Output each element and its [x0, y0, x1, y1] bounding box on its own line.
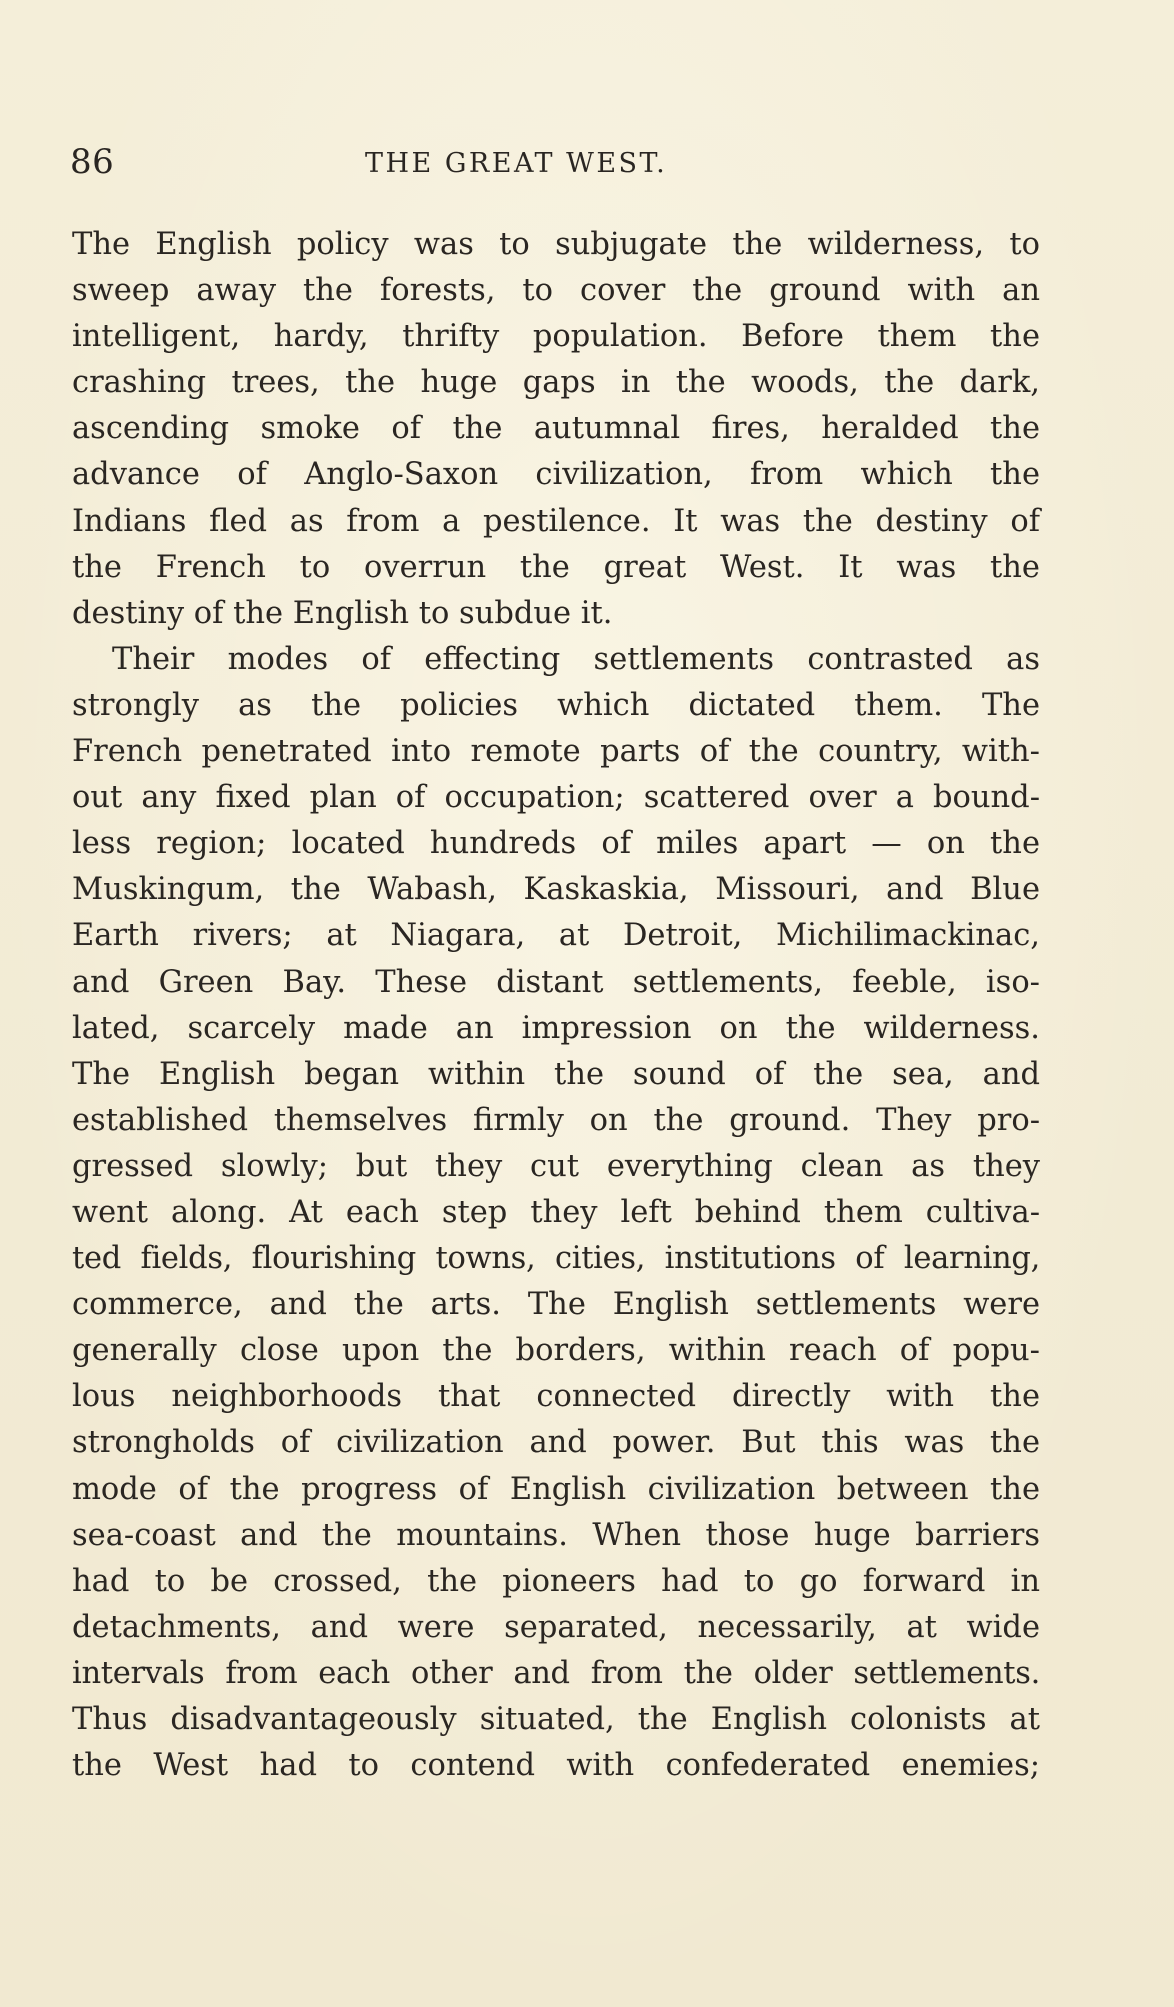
text-line: established themselves firmly on the ground. They pro- — [72, 1102, 1040, 1138]
page-header — [70, 142, 1050, 182]
text-line: The English began within the sound of the sea, and — [72, 1056, 1040, 1092]
page-number: 86 — [70, 142, 115, 182]
text-line: Thus disadvantageously situated, the English colonists at — [72, 1702, 1040, 1737]
text-line: Earth rivers; at Niagara, at Detroit, Michilimackinac, — [72, 918, 1040, 954]
text-line: the West had to contend with confederated enemies; — [72, 1748, 1040, 1784]
paragraph-end-line: destiny of the English to subdue it. — [72, 595, 613, 631]
running-title: THE GREAT WEST. — [365, 148, 668, 179]
text-line: ascending smoke of the autumnal fires, heralded the — [72, 411, 1040, 447]
text-line: French penetrated into remote parts of the country, with- — [72, 734, 1040, 770]
text-line: went along. At each step they left behind them cultiva- — [72, 1194, 1040, 1230]
text-line: mode of the progress of English civilization between the — [72, 1471, 1040, 1507]
text-line: lated, scarcely made an impression on the wilderness. — [72, 1010, 1040, 1046]
text-line: ted fields, flourishing towns, cities, institutions of learning, — [72, 1241, 1040, 1277]
text-line: and Green Bay. These distant settlements, feeble, iso- — [72, 964, 1040, 1000]
text-line: The English policy was to subjugate the wilderness, to — [72, 227, 1040, 262]
text-line: lous neighborhoods that connected directly with the — [72, 1379, 1040, 1415]
text-line: less region; located hundreds of miles apart — on the — [72, 826, 1040, 862]
text-line: generally close upon the borders, within reach of popu- — [72, 1333, 1040, 1369]
text-line: gressed slowly; but they cut everything clean as they — [72, 1148, 1040, 1184]
text-line: Indians fled as from a pestilence. It was the destiny of — [72, 503, 1040, 539]
text-line: advance of Anglo-Saxon civilization, from which the — [72, 457, 1040, 493]
text-line: commerce, and the arts. The English settlements were — [72, 1287, 1040, 1323]
text-line: sea-coast and the mountains. When those huge barriers — [72, 1517, 1040, 1553]
text-line: strongholds of civilization and power. But this was the — [72, 1425, 1040, 1461]
text-line: sweep away the forests, to cover the ground with an — [72, 273, 1040, 309]
text-line: out any fixed plan of occupation; scattered over a bound- — [72, 780, 1040, 816]
text-line: crashing trees, the huge gaps in the woods, the dark, — [72, 365, 1040, 401]
text-line: the French to overrun the great West. It was the — [72, 549, 1040, 585]
text-line: Muskingum, the Wabash, Kaskaskia, Missouri, and Blue — [72, 872, 1040, 908]
body-text — [72, 222, 1040, 1789]
text-line: strongly as the policies which dictated them. The — [72, 687, 1040, 723]
text-line: detachments, and were separated, necessarily, at wide — [72, 1609, 1040, 1645]
text-line: intervals from each other and from the older settlements. — [72, 1655, 1040, 1691]
paragraph-start-line: Their modes of effecting settlements contrasted as — [112, 641, 1040, 677]
text-line: intelligent, hardy, thrifty population. Before them the — [72, 319, 1040, 355]
text-line: had to be crossed, the pioneers had to go forward in — [72, 1563, 1040, 1599]
